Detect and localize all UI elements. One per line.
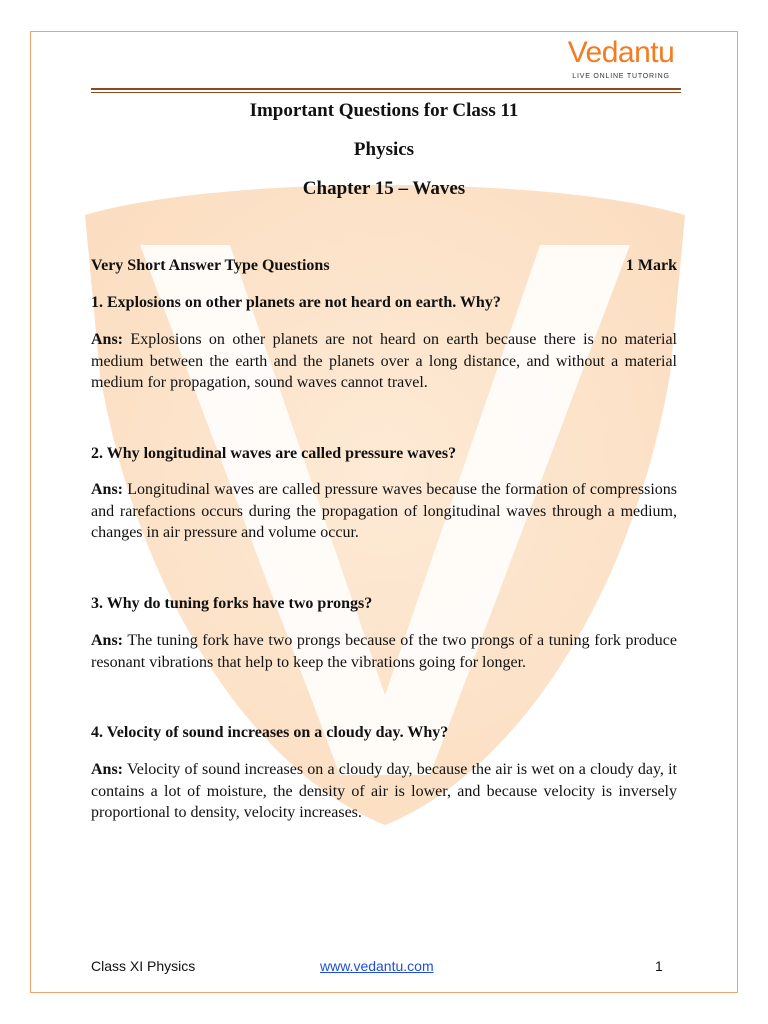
header-rule-thick bbox=[91, 88, 681, 90]
answer-label: Ans: bbox=[91, 761, 124, 778]
answer-text: Explosions on other planets are not heard on earth because there is no material medium between the earth and the planets over a long distance, and without a material medium for propagation, sound waves cannot travel. bbox=[91, 331, 678, 391]
section-title: Very Short Answer Type Questions bbox=[91, 257, 330, 274]
section-heading bbox=[91, 256, 677, 276]
question-1: 1. Explosions on other planets are not heard on earth. Why? bbox=[91, 294, 501, 311]
document-title: Important Questions for Class 11 bbox=[249, 100, 519, 121]
answer-label: Ans: bbox=[91, 481, 124, 498]
footer-website-link[interactable]: www.vedantu.com bbox=[320, 958, 434, 974]
answer-label: Ans: bbox=[91, 331, 124, 348]
subject-heading: Physics bbox=[353, 139, 415, 160]
question-3: 3. Why do tuning forks have two prongs? bbox=[91, 595, 373, 612]
answer-1 bbox=[91, 329, 677, 394]
footer-class-label: Class XI Physics bbox=[91, 958, 196, 974]
answer-text: Longitudinal waves are called pressure waves because the formation of compressions and rarefactions occurs during the propagation of longitudinal waves through a medium, changes in air pressure and volume occur. bbox=[91, 481, 678, 541]
section-marks: 1 Mark bbox=[625, 257, 677, 274]
logo-tagline: LIVE ONLINE TUTORING bbox=[572, 73, 670, 80]
vedantu-logo[interactable] bbox=[560, 36, 682, 84]
answer-text: The tuning fork have two prongs because of the two prongs of a tuning fork produce resonant vibrations that help to keep the vibrations going for longer. bbox=[91, 632, 677, 671]
answer-text: Velocity of sound increases on a cloudy day, because the air is wet on a cloudy day, it contains a lot of moisture, the density of air is lower, and because velocity is inversely proportional to density, velocity increases. bbox=[91, 761, 677, 821]
question-4: 4. Velocity of sound increases on a cloudy day. Why? bbox=[91, 724, 449, 741]
chapter-heading: Chapter 15 – Waves bbox=[302, 178, 466, 199]
answer-2 bbox=[91, 479, 677, 544]
question-2: 2. Why longitudinal waves are called pressure waves? bbox=[91, 445, 457, 462]
answer-4 bbox=[91, 759, 677, 824]
page-number: 1 bbox=[655, 958, 663, 974]
logo-wordmark: Vedantu bbox=[567, 36, 675, 69]
header-rule-thin bbox=[91, 92, 681, 93]
answer-3 bbox=[91, 630, 677, 673]
answer-label: Ans: bbox=[91, 632, 124, 649]
